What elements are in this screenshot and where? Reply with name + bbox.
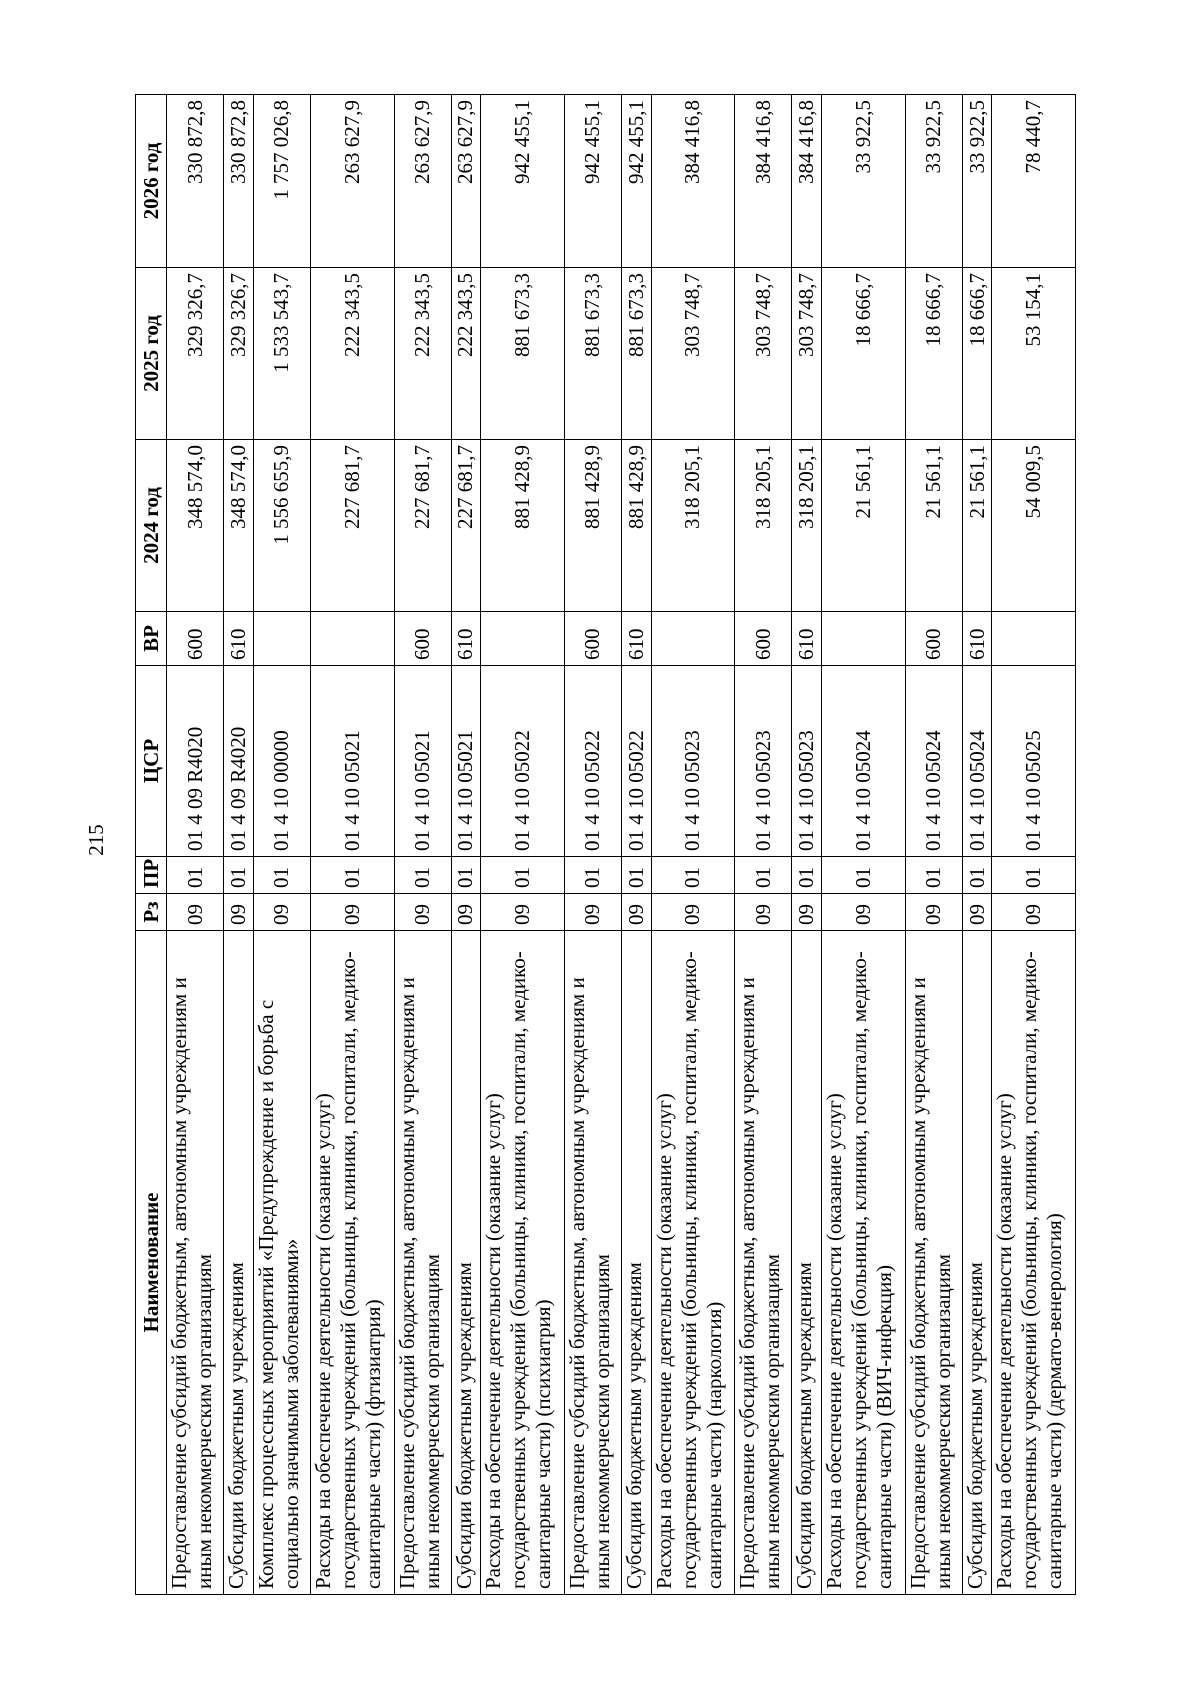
table-row (564, 95, 621, 1595)
cell-2025: 303 748,7 (651, 268, 735, 440)
cell-rz: 09 (651, 894, 735, 931)
cell-vr: 610 (451, 612, 481, 666)
table-row (992, 95, 1076, 1595)
cell-2026: 263 627,9 (451, 95, 481, 268)
table-body (167, 95, 1076, 1595)
table-header-row (136, 95, 167, 1595)
cell-vr (651, 612, 735, 666)
cell-pr: 01 (481, 857, 565, 894)
cell-2026: 942 455,1 (481, 95, 565, 268)
table-row (394, 95, 451, 1595)
cell-vr (310, 612, 394, 666)
cell-rz: 09 (481, 894, 565, 931)
cell-2026: 942 455,1 (622, 95, 652, 268)
cell-2024: 881 428,9 (564, 440, 621, 612)
cell-rz: 09 (310, 894, 394, 931)
cell-2025: 881 673,3 (481, 268, 565, 440)
cell-rz: 09 (992, 894, 1076, 931)
cell-2026: 33 922,5 (821, 95, 905, 268)
cell-name: Субсидии бюджетным учреждениям (792, 931, 822, 1595)
header-rz: Рз (136, 894, 167, 931)
header-2026: 2026 год (136, 95, 167, 268)
cell-csr: 01 4 09 R4020 (224, 666, 254, 857)
cell-2024: 318 205,1 (735, 440, 792, 612)
budget-table-rotated (135, 95, 1076, 1595)
cell-2024: 881 428,9 (622, 440, 652, 612)
cell-pr: 01 (310, 857, 394, 894)
cell-pr: 01 (735, 857, 792, 894)
cell-2025: 222 343,5 (451, 268, 481, 440)
cell-2024: 318 205,1 (651, 440, 735, 612)
header-csr: ЦСР (136, 666, 167, 857)
table-row (451, 95, 481, 1595)
cell-2024: 348 574,0 (224, 440, 254, 612)
cell-csr: 01 4 10 05022 (622, 666, 652, 857)
cell-2026: 263 627,9 (394, 95, 451, 268)
cell-pr: 01 (962, 857, 992, 894)
page-number: 215 (84, 824, 108, 856)
cell-pr: 01 (792, 857, 822, 894)
cell-csr: 01 4 10 05024 (905, 666, 962, 857)
cell-2025: 18 666,7 (905, 268, 962, 440)
table-row (962, 95, 992, 1595)
cell-csr: 01 4 10 05023 (651, 666, 735, 857)
cell-rz: 09 (821, 894, 905, 931)
table-row (622, 95, 652, 1595)
cell-name: Расходы на обеспечение деятельности (оказание услуг) государственных учреждений (больницы, клиники, госпитали, медико-санитарные части) (фтизиатрия) (310, 931, 394, 1595)
table-row (481, 95, 565, 1595)
cell-vr: 610 (962, 612, 992, 666)
cell-vr (821, 612, 905, 666)
cell-2026: 330 872,8 (224, 95, 254, 268)
cell-pr: 01 (564, 857, 621, 894)
cell-name: Предоставление субсидий бюджетным, автономным учреждениям и иным некоммерческим организациям (564, 931, 621, 1595)
cell-2025: 329 326,7 (167, 268, 224, 440)
cell-2024: 227 681,7 (394, 440, 451, 612)
cell-2025: 303 748,7 (792, 268, 822, 440)
cell-csr: 01 4 10 00000 (253, 666, 310, 857)
cell-vr: 610 (792, 612, 822, 666)
cell-2025: 1 533 543,7 (253, 268, 310, 440)
cell-rz: 09 (394, 894, 451, 931)
cell-csr: 01 4 10 05021 (451, 666, 481, 857)
cell-2025: 881 673,3 (564, 268, 621, 440)
cell-name: Предоставление субсидий бюджетным, автономным учреждениям и иным некоммерческим организациям (735, 931, 792, 1595)
table-row (735, 95, 792, 1595)
cell-2024: 21 561,1 (821, 440, 905, 612)
cell-vr (992, 612, 1076, 666)
cell-vr: 610 (622, 612, 652, 666)
cell-vr: 600 (735, 612, 792, 666)
cell-vr (253, 612, 310, 666)
cell-csr: 01 4 10 05025 (992, 666, 1076, 857)
cell-rz: 09 (735, 894, 792, 931)
header-2024: 2024 год (136, 440, 167, 612)
cell-2025: 53 154,1 (992, 268, 1076, 440)
cell-name: Расходы на обеспечение деятельности (оказание услуг) государственных учреждений (больницы, клиники, госпитали, медико-санитарные части) (психиатрия) (481, 931, 565, 1595)
cell-rz: 09 (905, 894, 962, 931)
cell-2024: 21 561,1 (962, 440, 992, 612)
table-row (253, 95, 310, 1595)
cell-rz: 09 (564, 894, 621, 931)
cell-pr: 01 (622, 857, 652, 894)
cell-name: Субсидии бюджетным учреждениям (622, 931, 652, 1595)
cell-vr: 610 (224, 612, 254, 666)
cell-csr: 01 4 10 05023 (735, 666, 792, 857)
table-row (224, 95, 254, 1595)
cell-rz: 09 (167, 894, 224, 931)
cell-2026: 330 872,8 (167, 95, 224, 268)
cell-rz: 09 (792, 894, 822, 931)
cell-vr: 600 (564, 612, 621, 666)
table-row (821, 95, 905, 1595)
cell-2024: 1 556 655,9 (253, 440, 310, 612)
table-row (167, 95, 224, 1595)
cell-2025: 222 343,5 (310, 268, 394, 440)
table-row (651, 95, 735, 1595)
cell-vr (481, 612, 565, 666)
cell-pr: 01 (651, 857, 735, 894)
cell-2026: 33 922,5 (905, 95, 962, 268)
cell-name: Субсидии бюджетным учреждениям (451, 931, 481, 1595)
cell-csr: 01 4 10 05023 (792, 666, 822, 857)
header-pr: ПР (136, 857, 167, 894)
cell-pr: 01 (167, 857, 224, 894)
cell-2024: 227 681,7 (451, 440, 481, 612)
cell-csr: 01 4 10 05021 (394, 666, 451, 857)
header-vr: ВР (136, 612, 167, 666)
cell-2025: 329 326,7 (224, 268, 254, 440)
header-2025: 2025 год (136, 268, 167, 440)
cell-2025: 18 666,7 (821, 268, 905, 440)
cell-2026: 384 416,8 (792, 95, 822, 268)
table-row (792, 95, 822, 1595)
cell-2026: 942 455,1 (564, 95, 621, 268)
cell-pr: 01 (905, 857, 962, 894)
cell-pr: 01 (394, 857, 451, 894)
cell-rz: 09 (253, 894, 310, 931)
cell-pr: 01 (992, 857, 1076, 894)
cell-2025: 222 343,5 (394, 268, 451, 440)
cell-rz: 09 (451, 894, 481, 931)
cell-pr: 01 (224, 857, 254, 894)
cell-2024: 227 681,7 (310, 440, 394, 612)
cell-csr: 01 4 10 05024 (821, 666, 905, 857)
cell-2024: 21 561,1 (905, 440, 962, 612)
cell-2024: 881 428,9 (481, 440, 565, 612)
cell-2024: 318 205,1 (792, 440, 822, 612)
header-name: Наименование (136, 931, 167, 1595)
cell-2026: 78 440,7 (992, 95, 1076, 268)
cell-2025: 881 673,3 (622, 268, 652, 440)
cell-2025: 303 748,7 (735, 268, 792, 440)
cell-pr: 01 (821, 857, 905, 894)
cell-rz: 09 (224, 894, 254, 931)
cell-2026: 1 757 026,8 (253, 95, 310, 268)
cell-name: Предоставление субсидий бюджетным, автономным учреждениям и иным некоммерческим организациям (905, 931, 962, 1595)
cell-pr: 01 (451, 857, 481, 894)
cell-csr: 01 4 10 05022 (481, 666, 565, 857)
cell-csr: 01 4 10 05024 (962, 666, 992, 857)
table-row (310, 95, 394, 1595)
cell-vr: 600 (167, 612, 224, 666)
cell-name: Субсидии бюджетным учреждениям (962, 931, 992, 1595)
cell-vr: 600 (905, 612, 962, 666)
cell-name: Расходы на обеспечение деятельности (оказание услуг) государственных учреждений (больницы, клиники, госпитали, медико-санитарные части) (дермато-венерология) (992, 931, 1076, 1595)
cell-name: Расходы на обеспечение деятельности (оказание услуг) государственных учреждений (больницы, клиники, госпитали, медико-санитарные части) (наркология) (651, 931, 735, 1595)
cell-name: Расходы на обеспечение деятельности (оказание услуг) государственных учреждений (больницы, клиники, госпитали, медико-санитарные части) (ВИЧ-инфекция) (821, 931, 905, 1595)
cell-name: Предоставление субсидий бюджетным, автономным учреждениям и иным некоммерческим организациям (394, 931, 451, 1595)
cell-pr: 01 (253, 857, 310, 894)
cell-name: Субсидии бюджетным учреждениям (224, 931, 254, 1595)
cell-2026: 33 922,5 (962, 95, 992, 268)
cell-name: Комплекс процессных мероприятий «Предупреждение и борьба с социально значимыми заболеваниями» (253, 931, 310, 1595)
cell-2024: 348 574,0 (167, 440, 224, 612)
cell-2025: 18 666,7 (962, 268, 992, 440)
cell-csr: 01 4 09 R4020 (167, 666, 224, 857)
cell-name: Предоставление субсидий бюджетным, автономным учреждениям и иным некоммерческим организациям (167, 931, 224, 1595)
cell-2024: 54 009,5 (992, 440, 1076, 612)
cell-2026: 263 627,9 (310, 95, 394, 268)
cell-rz: 09 (962, 894, 992, 931)
cell-csr: 01 4 10 05021 (310, 666, 394, 857)
table-row (905, 95, 962, 1595)
cell-2026: 384 416,8 (735, 95, 792, 268)
cell-2026: 384 416,8 (651, 95, 735, 268)
cell-vr: 600 (394, 612, 451, 666)
cell-rz: 09 (622, 894, 652, 931)
budget-table (135, 94, 1076, 1595)
cell-csr: 01 4 10 05022 (564, 666, 621, 857)
